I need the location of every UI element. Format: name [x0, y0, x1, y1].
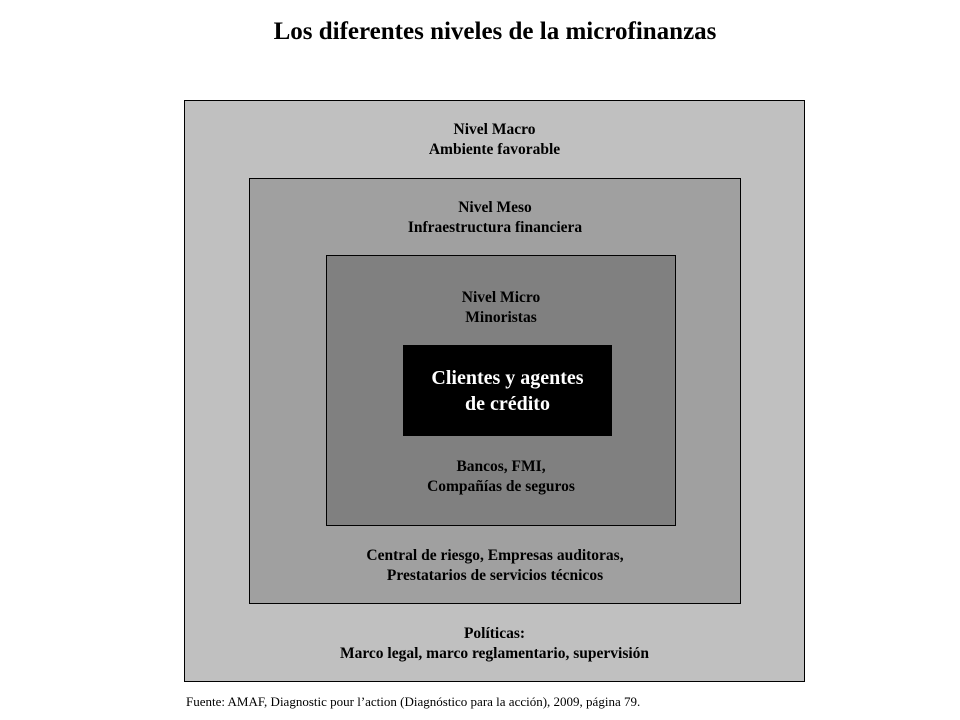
core-clients-box	[403, 345, 612, 436]
source-citation: Fuente: AMAF, Diagnostic pour l’action (Diagnóstico para la acción), 2009, página 79.	[186, 694, 641, 709]
micro-examples-line1: Bancos, FMI,	[456, 458, 546, 475]
macro-level-subtitle: Ambiente favorable	[428, 141, 561, 158]
macro-level-examples	[185, 624, 804, 664]
core-clients-label	[403, 365, 612, 417]
meso-level-examples	[250, 546, 740, 586]
core-line1: Clientes y agentes	[431, 367, 584, 389]
macro-examples-line1: Políticas:	[463, 625, 526, 642]
meso-level-name: Nivel Meso	[458, 199, 532, 216]
macro-level-name: Nivel Macro	[453, 121, 536, 138]
micro-level-examples	[327, 457, 675, 497]
macro-examples-line2: Marco legal, marco reglamentario, supervisión	[339, 645, 650, 662]
meso-examples-line2: Prestatarios de servicios técnicos	[386, 567, 604, 584]
meso-examples-line1: Central de riesgo, Empresas auditoras,	[366, 547, 624, 564]
micro-level-name: Nivel Micro	[461, 289, 541, 306]
macro-level-header	[185, 120, 804, 160]
micro-examples-line2: Compañías de seguros	[427, 478, 575, 495]
micro-level-subtitle: Minoristas	[465, 309, 537, 326]
meso-level-header	[250, 198, 740, 238]
micro-level-header	[327, 288, 675, 328]
diagram-title: Los diferentes niveles de la microfinanzas	[273, 18, 717, 45]
meso-level-subtitle: Infraestructura financiera	[407, 219, 583, 236]
core-line2: de crédito	[465, 393, 550, 415]
